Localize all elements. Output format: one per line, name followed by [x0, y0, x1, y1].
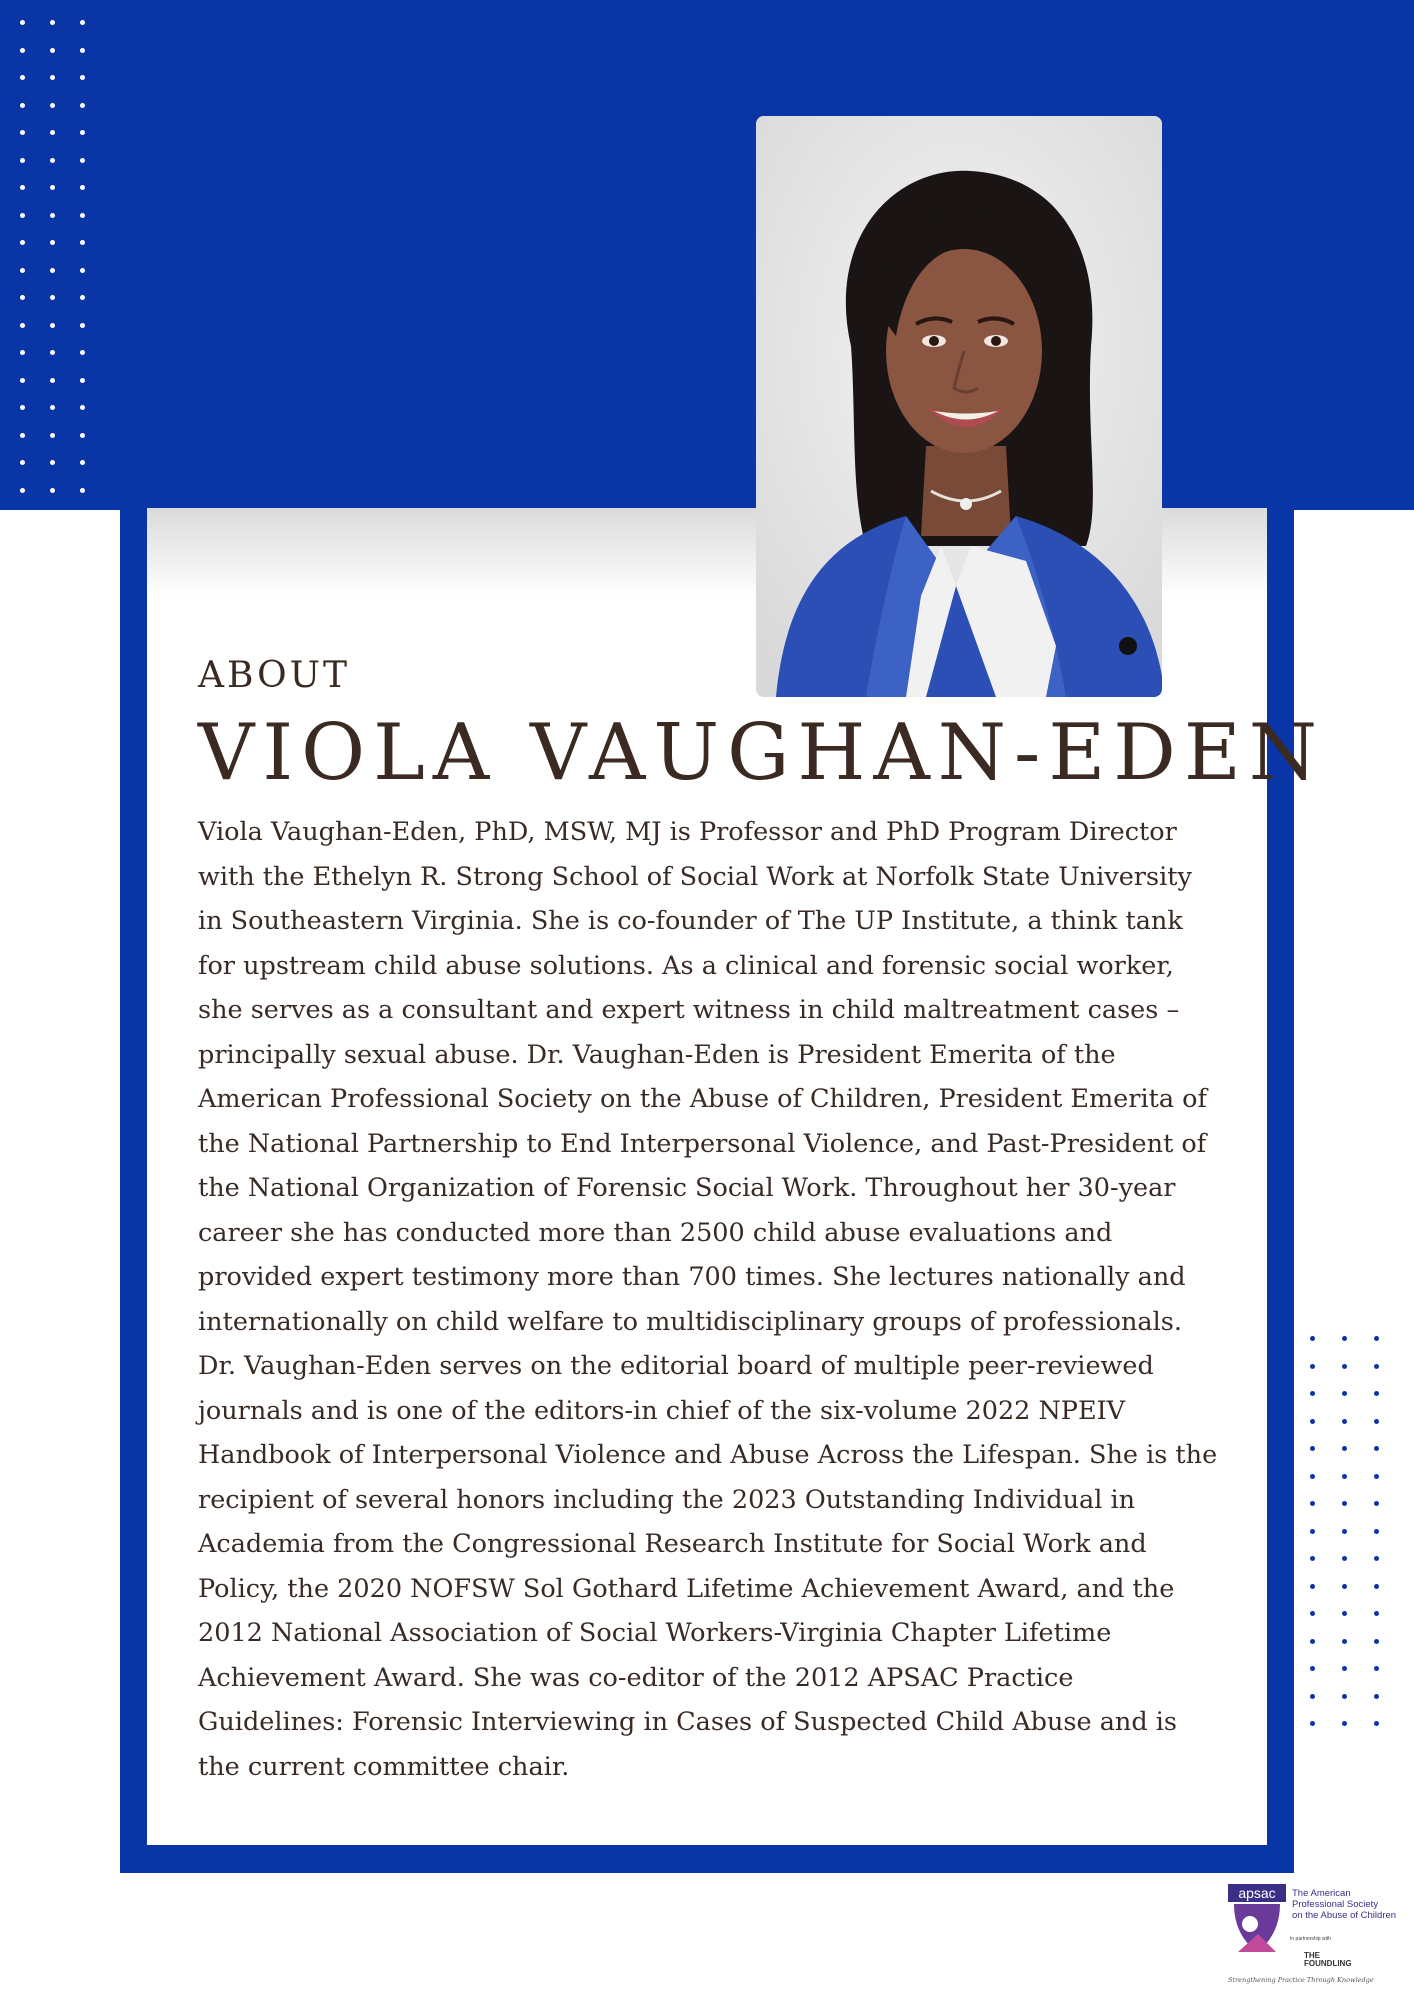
decorative-dot — [20, 213, 25, 218]
decorative-dot — [1374, 1419, 1379, 1424]
decorative-dot — [20, 350, 25, 355]
decorative-dot — [1342, 1336, 1347, 1341]
decorative-dot — [20, 488, 25, 493]
decorative-dot — [50, 323, 55, 328]
decorative-dot — [1342, 1529, 1347, 1534]
decorative-dot — [1310, 1501, 1315, 1506]
decorative-dot — [1342, 1556, 1347, 1561]
decorative-dot — [1342, 1419, 1347, 1424]
decorative-dot — [20, 130, 25, 135]
decorative-dot — [1310, 1611, 1315, 1616]
decorative-dot — [1310, 1419, 1315, 1424]
apsac-logo-mark — [1228, 1884, 1286, 1954]
decorative-dot — [20, 405, 25, 410]
decorative-dot — [80, 460, 85, 465]
decorative-dot — [80, 185, 85, 190]
decorative-dot — [1342, 1446, 1347, 1451]
decorative-dot — [20, 433, 25, 438]
decorative-dot — [1374, 1694, 1379, 1699]
decorative-dot — [20, 378, 25, 383]
decorative-dot — [50, 433, 55, 438]
decorative-dot — [80, 378, 85, 383]
svg-text:apsac: apsac — [1238, 1885, 1276, 1901]
decorative-dot — [50, 240, 55, 245]
header-band — [0, 0, 1414, 510]
logo-tagline: Strengthening Practice Through Knowledge — [1228, 1976, 1374, 1984]
decorative-dot — [50, 103, 55, 108]
decorative-dot — [1310, 1446, 1315, 1451]
decorative-dot — [1374, 1584, 1379, 1589]
decorative-dot — [20, 158, 25, 163]
decorative-dot — [20, 48, 25, 53]
decorative-dot — [50, 350, 55, 355]
decorative-dot — [20, 295, 25, 300]
decorative-dot — [50, 130, 55, 135]
decorative-dot — [80, 323, 85, 328]
decorative-dot — [1342, 1611, 1347, 1616]
person-name: VIOLA VAUGHAN-EDEN — [198, 708, 1326, 798]
decorative-dot — [80, 158, 85, 163]
decorative-dot — [20, 240, 25, 245]
portrait-photo — [756, 116, 1162, 697]
decorative-dot — [80, 213, 85, 218]
decorative-dot — [1374, 1721, 1379, 1726]
decorative-dot — [1342, 1474, 1347, 1479]
decorative-dot — [80, 75, 85, 80]
decorative-dot — [1342, 1721, 1347, 1726]
logo-partner-name: THE FOUNDLING — [1304, 1951, 1352, 1968]
decorative-dot — [80, 240, 85, 245]
decorative-dot — [1374, 1611, 1379, 1616]
decorative-dot — [1310, 1474, 1315, 1479]
decorative-dot — [50, 460, 55, 465]
decorative-dot — [1342, 1666, 1347, 1671]
decorative-dot — [20, 20, 25, 25]
decorative-dot — [80, 295, 85, 300]
decorative-dot — [1374, 1336, 1379, 1341]
decorative-dot — [1342, 1584, 1347, 1589]
decorative-dot — [1374, 1501, 1379, 1506]
decorative-dot — [1310, 1556, 1315, 1561]
decorative-dot — [20, 103, 25, 108]
decorative-dot — [80, 103, 85, 108]
decorative-dot — [1374, 1666, 1379, 1671]
decorative-dot — [50, 48, 55, 53]
logo-partner-label: In partnership with — [1290, 1936, 1331, 1942]
decorative-dot — [1374, 1529, 1379, 1534]
decorative-dot — [1310, 1721, 1315, 1726]
decorative-dot — [1310, 1529, 1315, 1534]
decorative-dot — [1310, 1666, 1315, 1671]
decorative-dot — [1310, 1639, 1315, 1644]
decorative-dot — [20, 268, 25, 273]
logo-org-name: The American Professional Society on the Abuse of Children — [1292, 1888, 1397, 1921]
decorative-dot — [20, 75, 25, 80]
decorative-dot — [1342, 1694, 1347, 1699]
decorative-dot — [1310, 1694, 1315, 1699]
decorative-dot — [1374, 1364, 1379, 1369]
decorative-dot — [20, 185, 25, 190]
decorative-dot — [80, 433, 85, 438]
decorative-dot — [50, 213, 55, 218]
decorative-dot — [80, 130, 85, 135]
decorative-dot — [1374, 1391, 1379, 1396]
decorative-dot — [80, 48, 85, 53]
decorative-dot — [50, 378, 55, 383]
decorative-dot — [1374, 1446, 1379, 1451]
decorative-dot — [1342, 1391, 1347, 1396]
decorative-dot — [1374, 1474, 1379, 1479]
about-label: ABOUT — [198, 655, 350, 696]
decorative-dot — [1310, 1336, 1315, 1341]
decorative-dot — [1342, 1364, 1347, 1369]
decorative-dot — [50, 405, 55, 410]
decorative-dot — [50, 295, 55, 300]
apsac-logo — [1228, 1884, 1408, 1988]
decorative-dot — [50, 488, 55, 493]
decorative-dot — [80, 350, 85, 355]
decorative-dot — [20, 323, 25, 328]
decorative-dot — [50, 185, 55, 190]
decorative-dot — [50, 20, 55, 25]
decorative-dot — [50, 268, 55, 273]
decorative-dot — [1310, 1364, 1315, 1369]
decorative-dot — [1310, 1584, 1315, 1589]
decorative-dot — [1310, 1391, 1315, 1396]
decorative-dot — [80, 405, 85, 410]
decorative-dot — [1342, 1501, 1347, 1506]
decorative-dot — [1374, 1639, 1379, 1644]
decorative-dot — [20, 460, 25, 465]
decorative-dot — [50, 158, 55, 163]
decorative-dot — [80, 268, 85, 273]
decorative-dot — [1374, 1556, 1379, 1561]
decorative-dot — [80, 488, 85, 493]
decorative-dot — [1342, 1639, 1347, 1644]
biography-text: Viola Vaughan-Eden, PhD, MSW, MJ is Professor and PhD Program Director with the Ethelyn R. Strong School of Social Work at Norfolk State University in Southeastern Virginia. She is co-founder of The UP Institute, a think tank for upstream child abuse solutions. As a clinical and forensic social worker, she serves as a consultant and expert witness in child maltreatment cases – principally sexual abuse. Dr. Vaughan-Eden is President Emerita of the American Professional Society on the Abuse of Children, President Emerita of the National Partnership to End Interpersonal Violence, and Past-President of the National Organization of Forensic Social Work. Throughout her 30-year career she has conducted more than 2500 child abuse evaluations and provided expert testimony more than 700 times. She lectures nationally and internationally on child welfare to multidisciplinary groups of professionals. Dr. Vaughan-Eden serves on the editorial board of multiple peer-reviewed journals and is one of the editors-in chief of the six-volume 2022 NPEIV Handbook of Interpersonal Violence and Abuse Across the Lifespan. She is the recipient of several honors including the 2023 Outstanding Individual in Academia from the Congressional Research Institute for Social Work and Policy, the 2020 NOFSW Sol Gothard Lifetime Achievement Award, and the 2012 National Association of Social Workers-Virginia Chapter Lifetime Achievement Award. She was co-editor of the 2012 APSAC Practice Guidelines: Forensic Interviewing in Cases of Suspected Child Abuse and is the current committee chair. — [198, 817, 1218, 1782]
decorative-dot — [80, 20, 85, 25]
decorative-dot — [50, 75, 55, 80]
